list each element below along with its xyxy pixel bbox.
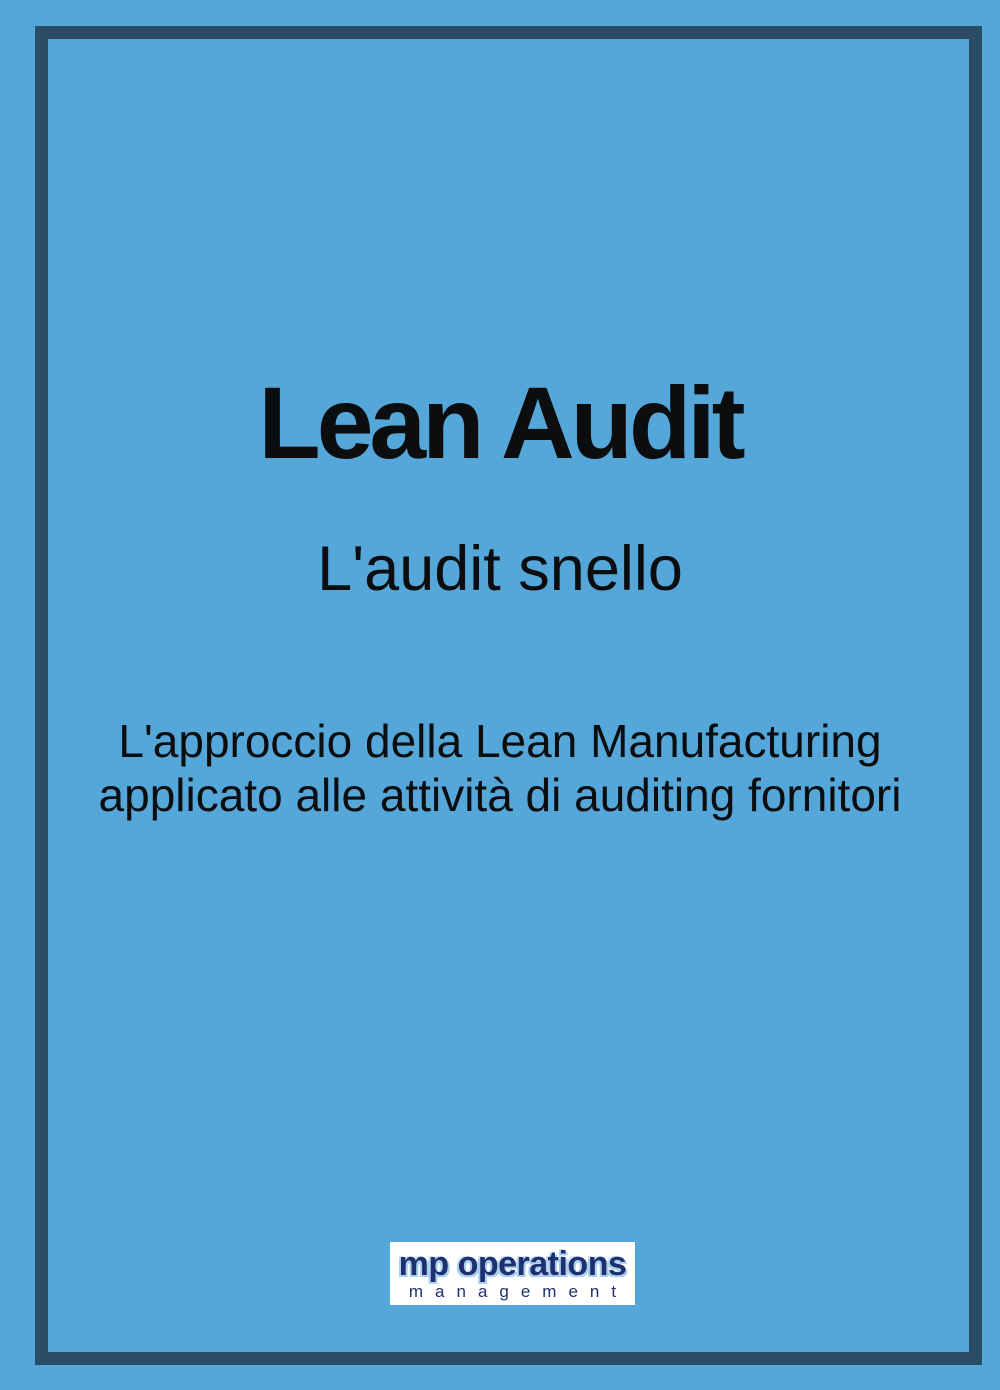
- logo-subtext: management: [408, 1281, 629, 1301]
- description-line-2: applicato alle attività di auditing fornitori: [98, 769, 902, 821]
- page-title: Lean Audit: [258, 366, 742, 480]
- description-line-1: L'approccio della Lean Manufacturing: [118, 715, 882, 767]
- page-border-frame: [35, 26, 982, 1365]
- logo-wordmark: mp operations: [398, 1244, 627, 1283]
- description: [0, 714, 1000, 822]
- company-logo: [390, 1242, 635, 1305]
- page-subtitle: L'audit snello: [317, 534, 683, 604]
